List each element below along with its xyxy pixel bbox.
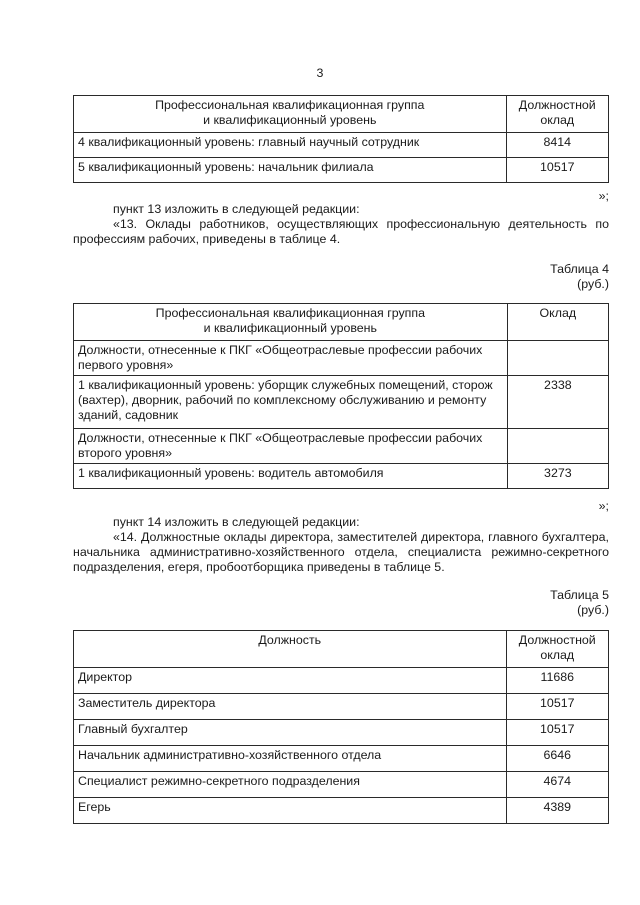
row-label: Заместитель директора [74, 694, 507, 720]
header-salary: Должностной оклад [506, 96, 608, 133]
row-value: 10517 [506, 720, 608, 746]
row-value: 11686 [506, 668, 608, 694]
table-unit: (руб.) [577, 277, 609, 291]
row-label: Начальник административно-хозяйственного отдела [74, 746, 507, 772]
table-row [74, 341, 609, 376]
row-label: Должности, отнесенные к ПКГ «Общеотраслевые профессии рабочих второго уровня» [74, 429, 508, 464]
table-row [74, 133, 609, 158]
row-value: 3273 [507, 464, 608, 489]
row-value: 6646 [506, 746, 608, 772]
table-row [74, 158, 609, 183]
header-salary: Должностной оклад [506, 631, 608, 668]
row-value: 10517 [506, 694, 608, 720]
row-label: Директор [74, 668, 507, 694]
page-number: 3 [316, 66, 324, 80]
row-value [507, 429, 608, 464]
paragraph-text: «13. Оклады работников, осуществляющих профессиональную деятельность по профессиям рабочих, приведены в таблице 4. [73, 217, 609, 246]
header-qualification-group: Профессиональная квалификационная группа и квалификационный уровень [74, 96, 507, 133]
table-row [74, 668, 609, 694]
table-unit: (руб.) [577, 603, 609, 617]
row-label: Должности, отнесенные к ПКГ «Общеотраслевые профессии рабочих первого уровня» [74, 341, 508, 376]
paragraph-intro: пункт 14 изложить в следующей редакции: [113, 515, 360, 529]
row-value: 4389 [506, 798, 608, 824]
paragraph-intro: пункт 13 изложить в следующей редакции: [113, 202, 360, 216]
row-label: 5 квалификационный уровень: начальник филиала [74, 158, 507, 183]
table-row [74, 464, 609, 489]
closing-quote: »; [598, 189, 609, 203]
table-row [74, 746, 609, 772]
table-row [74, 376, 609, 429]
table-header-row [74, 631, 609, 668]
row-value: 2338 [507, 376, 608, 429]
table-caption: Таблица 5 [550, 588, 609, 602]
row-value: 8414 [506, 133, 608, 158]
table-5 [73, 630, 609, 824]
table-4 [73, 303, 609, 489]
row-label: Егерь [74, 798, 507, 824]
table-row [74, 694, 609, 720]
table-3-continuation [73, 95, 609, 183]
row-label: Главный бухгалтер [74, 720, 507, 746]
header-salary: Оклад [507, 304, 608, 341]
table-header-row [74, 96, 609, 133]
row-value: 10517 [506, 158, 608, 183]
table-caption: Таблица 4 [550, 262, 609, 276]
row-label: Специалист режимно-секретного подразделения [74, 772, 507, 798]
table-row [74, 429, 609, 464]
header-position: Должность [74, 631, 507, 668]
paragraph-text: «14. Должностные оклады директора, заместителей директора, главного бухгалтера, начальника административно-хозяйственного отдела, специалиста режимно-секретного подразделения, егеря, пробоотборщика приведены в таблице 5. [73, 530, 609, 574]
row-label: 1 квалификационный уровень: водитель автомобиля [74, 464, 508, 489]
row-value: 4674 [506, 772, 608, 798]
closing-quote: »; [598, 499, 609, 513]
row-label: 4 квалификационный уровень: главный научный сотрудник [74, 133, 507, 158]
header-qualification-group: Профессиональная квалификационная группа и квалификационный уровень [74, 304, 508, 341]
table-header-row [74, 304, 609, 341]
table-row [74, 798, 609, 824]
table-row [74, 720, 609, 746]
row-label: 1 квалификационный уровень: уборщик служебных помещений, сторож (вахтер), дворник, рабочий по комплексному обслуживанию и ремонту зданий, садовник [74, 376, 508, 429]
row-value [507, 341, 608, 376]
table-row [74, 772, 609, 798]
